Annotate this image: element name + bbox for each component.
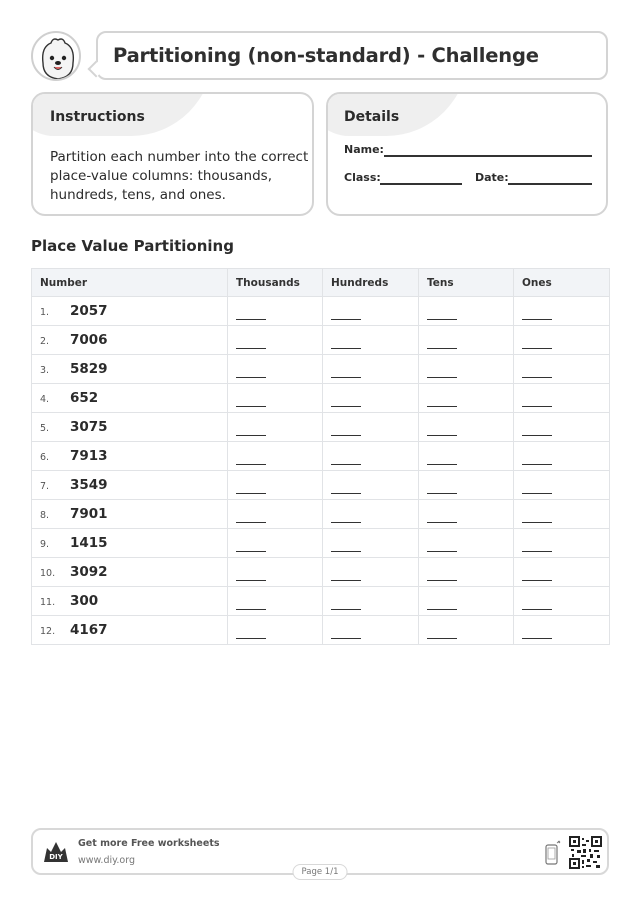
answer-blank[interactable] bbox=[331, 435, 361, 436]
ones-answer-cell[interactable] bbox=[514, 442, 610, 471]
answer-blank[interactable] bbox=[331, 638, 361, 639]
answer-blank[interactable] bbox=[522, 522, 552, 523]
page-number: Page 1/1 bbox=[293, 864, 348, 880]
answer-blank[interactable] bbox=[522, 348, 552, 349]
number-value: 7006 bbox=[70, 332, 108, 348]
number-cell bbox=[32, 587, 228, 616]
hundreds-answer-cell[interactable] bbox=[323, 355, 419, 384]
thousands-answer-cell[interactable] bbox=[228, 587, 323, 616]
answer-blank[interactable] bbox=[427, 406, 457, 407]
ones-answer-cell[interactable] bbox=[514, 326, 610, 355]
answer-blank[interactable] bbox=[331, 493, 361, 494]
mascot-avatar-icon bbox=[31, 31, 81, 81]
ones-answer-cell[interactable] bbox=[514, 558, 610, 587]
hundreds-answer-cell[interactable] bbox=[323, 442, 419, 471]
answer-blank[interactable] bbox=[331, 551, 361, 552]
number-cell bbox=[32, 384, 228, 413]
thousands-answer-cell[interactable] bbox=[228, 326, 323, 355]
thousands-answer-cell[interactable] bbox=[228, 529, 323, 558]
table-row bbox=[32, 529, 610, 558]
number-cell bbox=[32, 616, 228, 645]
answer-blank[interactable] bbox=[236, 377, 266, 378]
column-header: Ones bbox=[514, 269, 610, 297]
ones-answer-cell[interactable] bbox=[514, 587, 610, 616]
answer-blank[interactable] bbox=[427, 522, 457, 523]
answer-blank[interactable] bbox=[522, 464, 552, 465]
table-row bbox=[32, 558, 610, 587]
footer-promo-text: Get more Free worksheets bbox=[78, 838, 220, 849]
ones-answer-cell[interactable] bbox=[514, 297, 610, 326]
answer-blank[interactable] bbox=[236, 609, 266, 610]
tens-answer-cell[interactable] bbox=[419, 500, 514, 529]
name-field[interactable] bbox=[384, 155, 592, 157]
table-row bbox=[32, 355, 610, 384]
thousands-answer-cell[interactable] bbox=[228, 500, 323, 529]
number-value: 7901 bbox=[70, 506, 108, 522]
answer-blank[interactable] bbox=[236, 638, 266, 639]
answer-blank[interactable] bbox=[236, 580, 266, 581]
class-label: Class: bbox=[344, 171, 381, 184]
number-value: 652 bbox=[70, 390, 99, 406]
ones-answer-cell[interactable] bbox=[514, 384, 610, 413]
column-header: Tens bbox=[419, 269, 514, 297]
row-index: 1. bbox=[40, 307, 50, 318]
row-index: 10. bbox=[40, 568, 56, 579]
answer-blank[interactable] bbox=[331, 580, 361, 581]
hundreds-answer-cell[interactable] bbox=[323, 413, 419, 442]
ones-answer-cell[interactable] bbox=[514, 529, 610, 558]
table-row bbox=[32, 500, 610, 529]
answer-blank[interactable] bbox=[427, 580, 457, 581]
answer-blank[interactable] bbox=[331, 406, 361, 407]
answer-blank[interactable] bbox=[236, 435, 266, 436]
hundreds-answer-cell[interactable] bbox=[323, 384, 419, 413]
svg-text:DIY: DIY bbox=[49, 853, 63, 861]
answer-blank[interactable] bbox=[236, 493, 266, 494]
row-index: 6. bbox=[40, 452, 50, 463]
number-value: 1415 bbox=[70, 535, 108, 551]
answer-blank[interactable] bbox=[236, 319, 266, 320]
ones-answer-cell[interactable] bbox=[514, 616, 610, 645]
answer-blank[interactable] bbox=[427, 464, 457, 465]
answer-blank[interactable] bbox=[522, 435, 552, 436]
row-index: 8. bbox=[40, 510, 50, 521]
tens-answer-cell[interactable] bbox=[419, 326, 514, 355]
section-title: Place Value Partitioning bbox=[31, 237, 234, 255]
table-row bbox=[32, 587, 610, 616]
hundreds-answer-cell[interactable] bbox=[323, 500, 419, 529]
instructions-card bbox=[31, 92, 314, 216]
hundreds-answer-cell[interactable] bbox=[323, 529, 419, 558]
hundreds-answer-cell[interactable] bbox=[323, 326, 419, 355]
row-index: 4. bbox=[40, 394, 50, 405]
answer-blank[interactable] bbox=[331, 377, 361, 378]
number-cell bbox=[32, 413, 228, 442]
thousands-answer-cell[interactable] bbox=[228, 413, 323, 442]
number-value: 300 bbox=[70, 593, 99, 609]
tens-answer-cell[interactable] bbox=[419, 297, 514, 326]
thousands-answer-cell[interactable] bbox=[228, 616, 323, 645]
table-row bbox=[32, 297, 610, 326]
number-cell bbox=[32, 297, 228, 326]
table-row bbox=[32, 442, 610, 471]
row-index: 7. bbox=[40, 481, 50, 492]
hundreds-answer-cell[interactable] bbox=[323, 587, 419, 616]
answer-blank[interactable] bbox=[236, 348, 266, 349]
answer-blank[interactable] bbox=[522, 580, 552, 581]
number-cell bbox=[32, 471, 228, 500]
tens-answer-cell[interactable] bbox=[419, 616, 514, 645]
answer-blank[interactable] bbox=[427, 435, 457, 436]
thousands-answer-cell[interactable] bbox=[228, 442, 323, 471]
hundreds-answer-cell[interactable] bbox=[323, 471, 419, 500]
row-index: 9. bbox=[40, 539, 50, 550]
answer-blank[interactable] bbox=[427, 377, 457, 378]
thousands-answer-cell[interactable] bbox=[228, 558, 323, 587]
answer-blank[interactable] bbox=[236, 406, 266, 407]
tens-answer-cell[interactable] bbox=[419, 471, 514, 500]
answer-blank[interactable] bbox=[427, 348, 457, 349]
answer-blank[interactable] bbox=[522, 638, 552, 639]
ones-answer-cell[interactable] bbox=[514, 413, 610, 442]
tens-answer-cell[interactable] bbox=[419, 413, 514, 442]
name-label: Name: bbox=[344, 143, 384, 156]
details-card bbox=[326, 92, 608, 216]
answer-blank[interactable] bbox=[522, 319, 552, 320]
table-header-row bbox=[32, 269, 610, 297]
qr-code-icon bbox=[569, 836, 602, 869]
number-value: 7913 bbox=[70, 448, 108, 464]
column-header: Thousands bbox=[228, 269, 323, 297]
table-row bbox=[32, 384, 610, 413]
answer-blank[interactable] bbox=[427, 551, 457, 552]
thousands-answer-cell[interactable] bbox=[228, 384, 323, 413]
phone-icon bbox=[545, 840, 561, 866]
row-index: 5. bbox=[40, 423, 50, 434]
number-value: 3075 bbox=[70, 419, 108, 435]
row-index: 2. bbox=[40, 336, 50, 347]
footer-url-link[interactable]: www.diy.org bbox=[78, 855, 135, 866]
number-value: 3549 bbox=[70, 477, 108, 493]
place-value-table bbox=[31, 268, 610, 645]
row-index: 12. bbox=[40, 626, 56, 637]
thousands-answer-cell[interactable] bbox=[228, 471, 323, 500]
tens-answer-cell[interactable] bbox=[419, 558, 514, 587]
thousands-answer-cell[interactable] bbox=[228, 297, 323, 326]
column-header: Hundreds bbox=[323, 269, 419, 297]
answer-blank[interactable] bbox=[522, 406, 552, 407]
tens-answer-cell[interactable] bbox=[419, 355, 514, 384]
number-cell bbox=[32, 355, 228, 384]
answer-blank[interactable] bbox=[236, 464, 266, 465]
date-field[interactable] bbox=[508, 183, 592, 185]
number-value: 5829 bbox=[70, 361, 108, 377]
answer-blank[interactable] bbox=[522, 551, 552, 552]
number-cell bbox=[32, 442, 228, 471]
hundreds-answer-cell[interactable] bbox=[323, 558, 419, 587]
number-cell bbox=[32, 500, 228, 529]
ones-answer-cell[interactable] bbox=[514, 471, 610, 500]
table-row bbox=[32, 616, 610, 645]
answer-blank[interactable] bbox=[427, 319, 457, 320]
ones-answer-cell[interactable] bbox=[514, 355, 610, 384]
table-row bbox=[32, 471, 610, 500]
title-box bbox=[96, 31, 608, 80]
number-cell bbox=[32, 558, 228, 587]
date-label: Date: bbox=[475, 171, 509, 184]
number-cell bbox=[32, 529, 228, 558]
number-cell bbox=[32, 326, 228, 355]
answer-blank[interactable] bbox=[427, 638, 457, 639]
answer-blank[interactable] bbox=[236, 551, 266, 552]
answer-blank[interactable] bbox=[331, 319, 361, 320]
class-field[interactable] bbox=[380, 183, 462, 185]
instructions-text: Partition each number into the correct place-value columns: thousands, hundreds, tens, and ones. bbox=[50, 149, 309, 203]
answer-blank[interactable] bbox=[331, 609, 361, 610]
answer-blank[interactable] bbox=[522, 609, 552, 610]
answer-blank[interactable] bbox=[522, 493, 552, 494]
diy-logo-icon bbox=[43, 840, 69, 864]
answer-blank[interactable] bbox=[236, 522, 266, 523]
number-value: 3092 bbox=[70, 564, 108, 580]
column-header: Number bbox=[32, 269, 228, 297]
ones-answer-cell[interactable] bbox=[514, 500, 610, 529]
page-title: Partitioning (non-standard) - Challenge bbox=[113, 44, 539, 67]
speech-tail bbox=[88, 61, 105, 78]
tens-answer-cell[interactable] bbox=[419, 384, 514, 413]
row-index: 11. bbox=[40, 597, 56, 608]
answer-blank[interactable] bbox=[427, 609, 457, 610]
instructions-title: Instructions bbox=[50, 109, 145, 125]
answer-blank[interactable] bbox=[331, 348, 361, 349]
table-row bbox=[32, 326, 610, 355]
row-index: 3. bbox=[40, 365, 50, 376]
answer-blank[interactable] bbox=[522, 377, 552, 378]
tens-answer-cell[interactable] bbox=[419, 442, 514, 471]
hundreds-answer-cell[interactable] bbox=[323, 297, 419, 326]
answer-blank[interactable] bbox=[331, 522, 361, 523]
number-value: 4167 bbox=[70, 622, 108, 638]
details-title: Details bbox=[344, 109, 400, 125]
number-value: 2057 bbox=[70, 303, 108, 319]
answer-blank[interactable] bbox=[427, 493, 457, 494]
answer-blank[interactable] bbox=[331, 464, 361, 465]
thousands-answer-cell[interactable] bbox=[228, 355, 323, 384]
tens-answer-cell[interactable] bbox=[419, 587, 514, 616]
table-row bbox=[32, 413, 610, 442]
tens-answer-cell[interactable] bbox=[419, 529, 514, 558]
hundreds-answer-cell[interactable] bbox=[323, 616, 419, 645]
